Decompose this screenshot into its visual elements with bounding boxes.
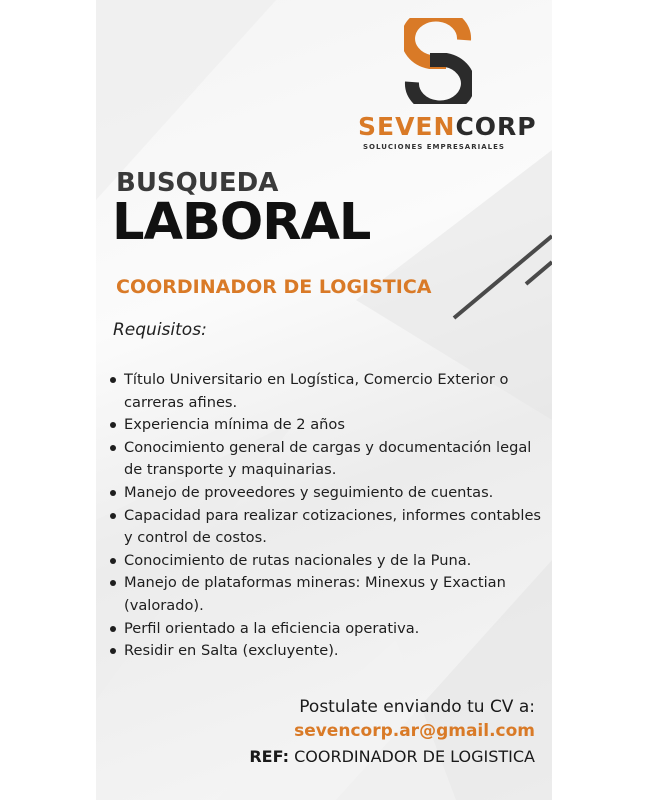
brand-name <box>358 112 537 141</box>
brand-name-seven: SEVEN <box>358 112 456 141</box>
requirement-item <box>106 640 546 663</box>
job-poster <box>96 0 552 800</box>
bullet-icon <box>110 513 116 519</box>
bullet-icon <box>110 626 116 632</box>
requirement-text: Manejo de plataformas mineras: Minexus y Exactian (valorado). <box>124 574 506 614</box>
brand-name-corp: CORP <box>455 112 537 141</box>
bullet-icon <box>110 490 116 496</box>
requirement-text: Título Universitario en Logística, Comercio Exterior o carreras afines. <box>124 371 509 411</box>
apply-call-to-action: Postulate enviando tu CV a: <box>299 697 535 717</box>
bullet-icon <box>110 580 116 586</box>
requirement-text: Conocimiento de rutas nacionales y de la Puna. <box>124 551 472 569</box>
reference-value: COORDINADOR DE LOGISTICA <box>289 747 535 766</box>
requirements-list <box>106 369 546 663</box>
requirement-item <box>106 618 546 641</box>
requirements-heading: Requisitos: <box>113 320 207 340</box>
requirement-text: Manejo de proveedores y seguimiento de cuentas. <box>124 483 494 501</box>
bullet-icon <box>110 422 116 428</box>
requirement-text: Experiencia mínima de 2 años <box>124 416 345 434</box>
requirement-item <box>106 414 546 437</box>
brand-tagline: SOLUCIONES EMPRESARIALES <box>363 143 505 151</box>
requirement-item <box>106 572 546 617</box>
reference-label: REF: <box>249 747 290 766</box>
bullet-icon <box>110 445 116 451</box>
contact-email[interactable]: sevencorp.ar@gmail.com <box>294 721 535 741</box>
bullet-icon <box>110 377 116 383</box>
requirement-text: Residir en Salta (excluyente). <box>124 642 339 660</box>
sevencorp-logo-icon <box>404 18 472 104</box>
bullet-icon <box>110 648 116 654</box>
requirement-text: Capacidad para realizar cotizaciones, informes contables y control de costos. <box>124 506 542 547</box>
title-laboral: LABORAL <box>112 193 371 252</box>
requirement-text: Perfil orientado a la eficiencia operativa. <box>124 619 420 637</box>
requirement-item <box>106 482 546 505</box>
reference-line <box>249 747 535 766</box>
requirement-item <box>106 505 546 550</box>
requirement-text: Conocimiento general de cargas y documentación legal de transporte y maquinarias. <box>124 438 532 479</box>
requirement-item <box>106 369 546 414</box>
bullet-icon <box>110 558 116 564</box>
requirement-item <box>106 437 546 482</box>
title-busqueda: BUSQUEDA <box>116 168 279 198</box>
requirement-item <box>106 550 546 573</box>
job-position-title: COORDINADOR DE LOGISTICA <box>116 276 432 298</box>
